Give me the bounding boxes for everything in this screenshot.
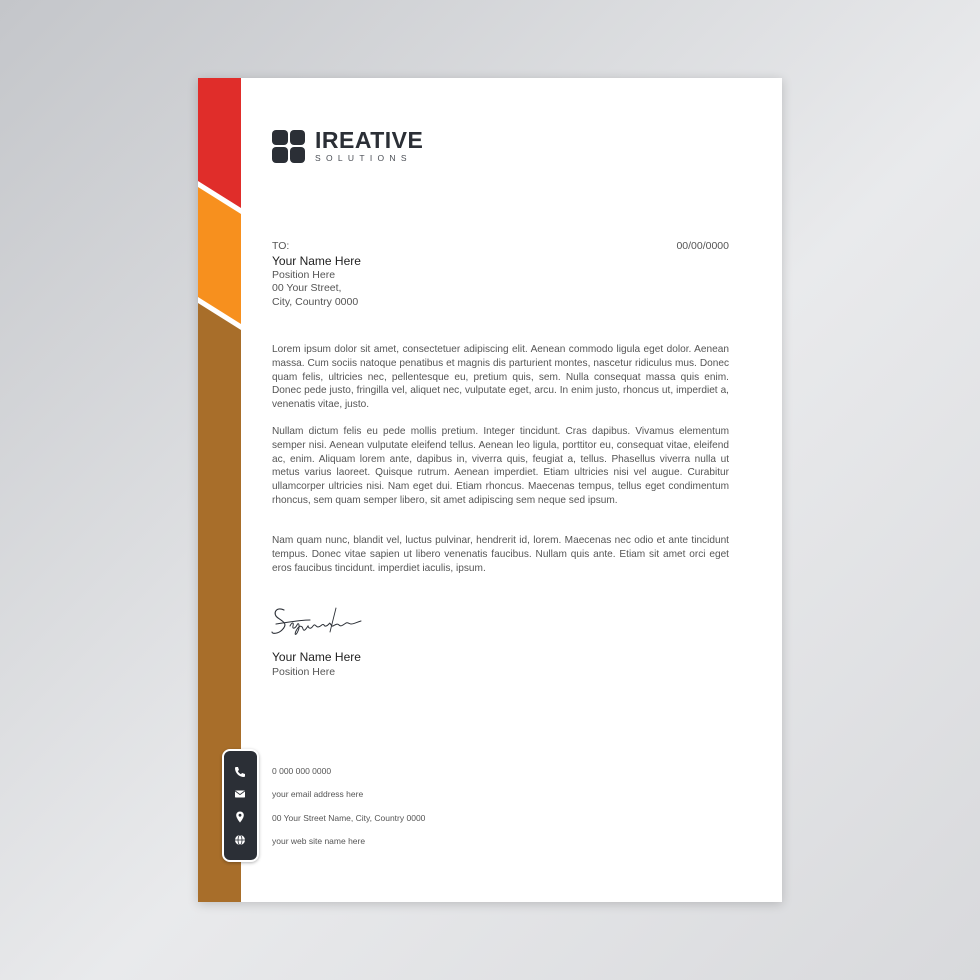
to-label: TO: (272, 240, 290, 252)
letterhead-page (198, 78, 782, 902)
body-paragraph-1: Lorem ipsum dolor sit amet, consectetuer adipiscing elit. Aenean commodo ligula eget dolor. Aenean massa. Cum sociis natoque penatibus et magnis dis parturient montes, nascetur ridiculus mus. Donec quam felis, ultricies nec, pellentesque eu, pretium quis, sem. Nulla consequat massa quis enim. Donec pede justo, fringilla vel, aliquet nec, vulputate eget, arcu. In enim justo, rhoncus ut, imperdiet a, venenatis vitae, justo. (272, 344, 729, 411)
recipient-name: Your Name Here (272, 253, 361, 268)
contact-email: your email address here (272, 789, 364, 799)
letter-date: 00/00/0000 (676, 240, 729, 252)
signer-name: Your Name Here (272, 650, 361, 664)
recipient-city: City, Country 0000 (272, 295, 359, 308)
contact-phone: 0 000 000 0000 (272, 766, 332, 776)
phone-icon (233, 765, 247, 779)
contact-website: your web site name here (272, 836, 366, 846)
recipient-position: Position Here (272, 268, 336, 281)
recipient-block (272, 240, 361, 309)
recipient-street: 00 Your Street, (272, 282, 342, 295)
four-square-logo-icon (272, 130, 305, 163)
envelope-icon (233, 787, 247, 801)
handwritten-signature (270, 602, 380, 642)
company-name: IREATIVE (315, 127, 424, 153)
company-tagline: SOLUTIONS (315, 153, 412, 163)
body-paragraph-3: Nam quam nunc, blandit vel, luctus pulvinar, hendrerit id, lorem. Maecenas nec odio et ante tincidunt tempus. Donec vitae sapien ut libero venenatis faucibus. Nullam quis ante. Etiam sit amet orci eget eros faucibus tincidunt. imperdiet iaculis, ipsum. (272, 535, 729, 574)
company-logo (272, 129, 423, 163)
body-paragraph-2: Nullam dictum felis eu pede mollis pretium. Integer tincidunt. Cras dapibus. Vivamus elementum semper nisi. Aenean vulputate eleifend tellus. Aenean leo ligula, porttitor eu, consequat vitae, eleifend ac, enim. Aliquam lorem ante, dapibus in, viverra quis, feugiat a, tellus. Phasellus viverra nulla ut metus varius laoreet. Quisque rutrum. Aenean imperdiet. Etiam ultricies nisi vel augue. Curabitur ullamcorper ultricies nisi. Nam eget dui. Etiam rhoncus. Maecenas tempus, tellus eget condimentum rhoncus, sem quam semper libero, sit amet adipiscing sem neque sed ipsum. (272, 426, 729, 506)
signer-block (272, 650, 361, 679)
contact-icon-bar (222, 749, 259, 862)
location-pin-icon (233, 810, 247, 824)
signer-position: Position Here (272, 666, 336, 678)
contact-address: 00 Your Street Name, City, Country 0000 (272, 813, 426, 823)
globe-icon (233, 833, 247, 847)
